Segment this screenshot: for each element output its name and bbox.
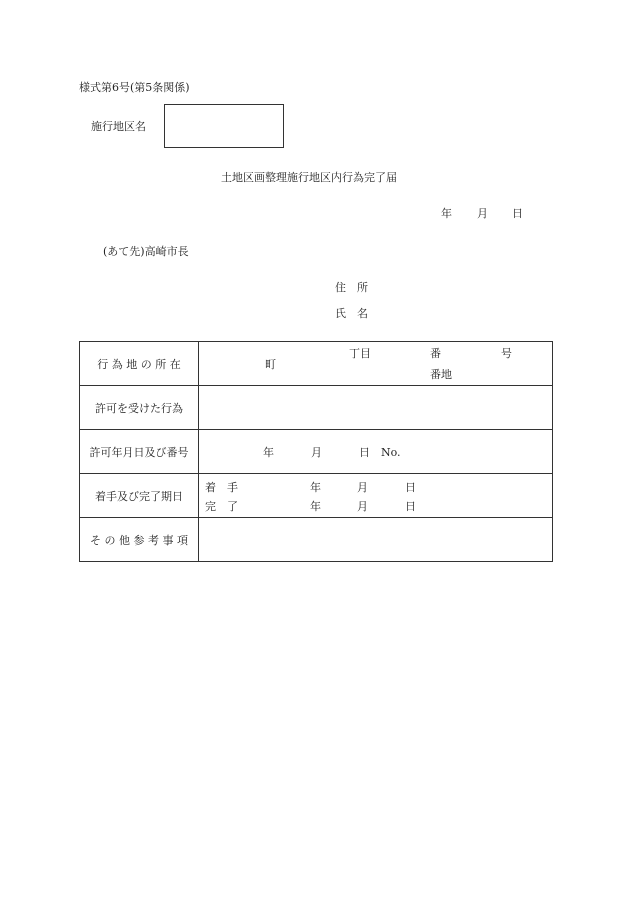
date-day: 日 bbox=[512, 207, 523, 220]
document-title: 土地区画整理施行地区内行為完了届 bbox=[221, 171, 397, 184]
start-label: 着 手 bbox=[205, 481, 238, 494]
chome-unit: 丁目 bbox=[349, 347, 371, 360]
row-label: 許可を受けた行為 bbox=[80, 386, 199, 430]
end-day-unit: 日 bbox=[405, 500, 416, 513]
location-cell[interactable] bbox=[199, 342, 553, 386]
town-unit: 町 bbox=[265, 358, 276, 371]
district-name-box[interactable] bbox=[164, 104, 284, 148]
permit-month-unit: 月 bbox=[311, 446, 322, 459]
permit-day-unit: 日 bbox=[359, 446, 370, 459]
permit-year-unit: 年 bbox=[263, 446, 274, 459]
form-table bbox=[79, 341, 553, 562]
table-row bbox=[80, 518, 553, 562]
end-month-unit: 月 bbox=[357, 500, 368, 513]
start-year-unit: 年 bbox=[310, 481, 321, 494]
table-row bbox=[80, 342, 553, 386]
addressee: (あて先)高崎市長 bbox=[103, 245, 189, 258]
period-cell[interactable] bbox=[199, 474, 553, 518]
banchi-unit: 番地 bbox=[430, 368, 452, 381]
permit-date-cell[interactable] bbox=[199, 430, 553, 474]
district-label: 施行地区名 bbox=[91, 120, 146, 133]
row-label: 許可年月日及び番号 bbox=[80, 430, 199, 474]
table-row bbox=[80, 386, 553, 430]
permitted-act-cell[interactable] bbox=[199, 386, 553, 430]
table-row bbox=[80, 430, 553, 474]
form-number: 様式第6号(第5条関係) bbox=[79, 81, 190, 94]
ban-unit: 番 bbox=[430, 347, 441, 360]
address-label: 住 所 bbox=[335, 281, 368, 294]
end-label: 完 了 bbox=[205, 500, 238, 513]
row-label: そ の 他 参 考 事 項 bbox=[80, 518, 199, 562]
row-label: 着手及び完了期日 bbox=[80, 474, 199, 518]
row-label: 行 為 地 の 所 在 bbox=[80, 342, 199, 386]
start-month-unit: 月 bbox=[357, 481, 368, 494]
date-year: 年 bbox=[441, 207, 452, 220]
date-month: 月 bbox=[477, 207, 488, 220]
name-label: 氏 名 bbox=[335, 307, 368, 320]
start-day-unit: 日 bbox=[405, 481, 416, 494]
permit-no-label: No. bbox=[381, 446, 401, 459]
end-year-unit: 年 bbox=[310, 500, 321, 513]
table-row bbox=[80, 474, 553, 518]
gou-unit: 号 bbox=[501, 347, 512, 360]
remarks-cell[interactable] bbox=[199, 518, 553, 562]
